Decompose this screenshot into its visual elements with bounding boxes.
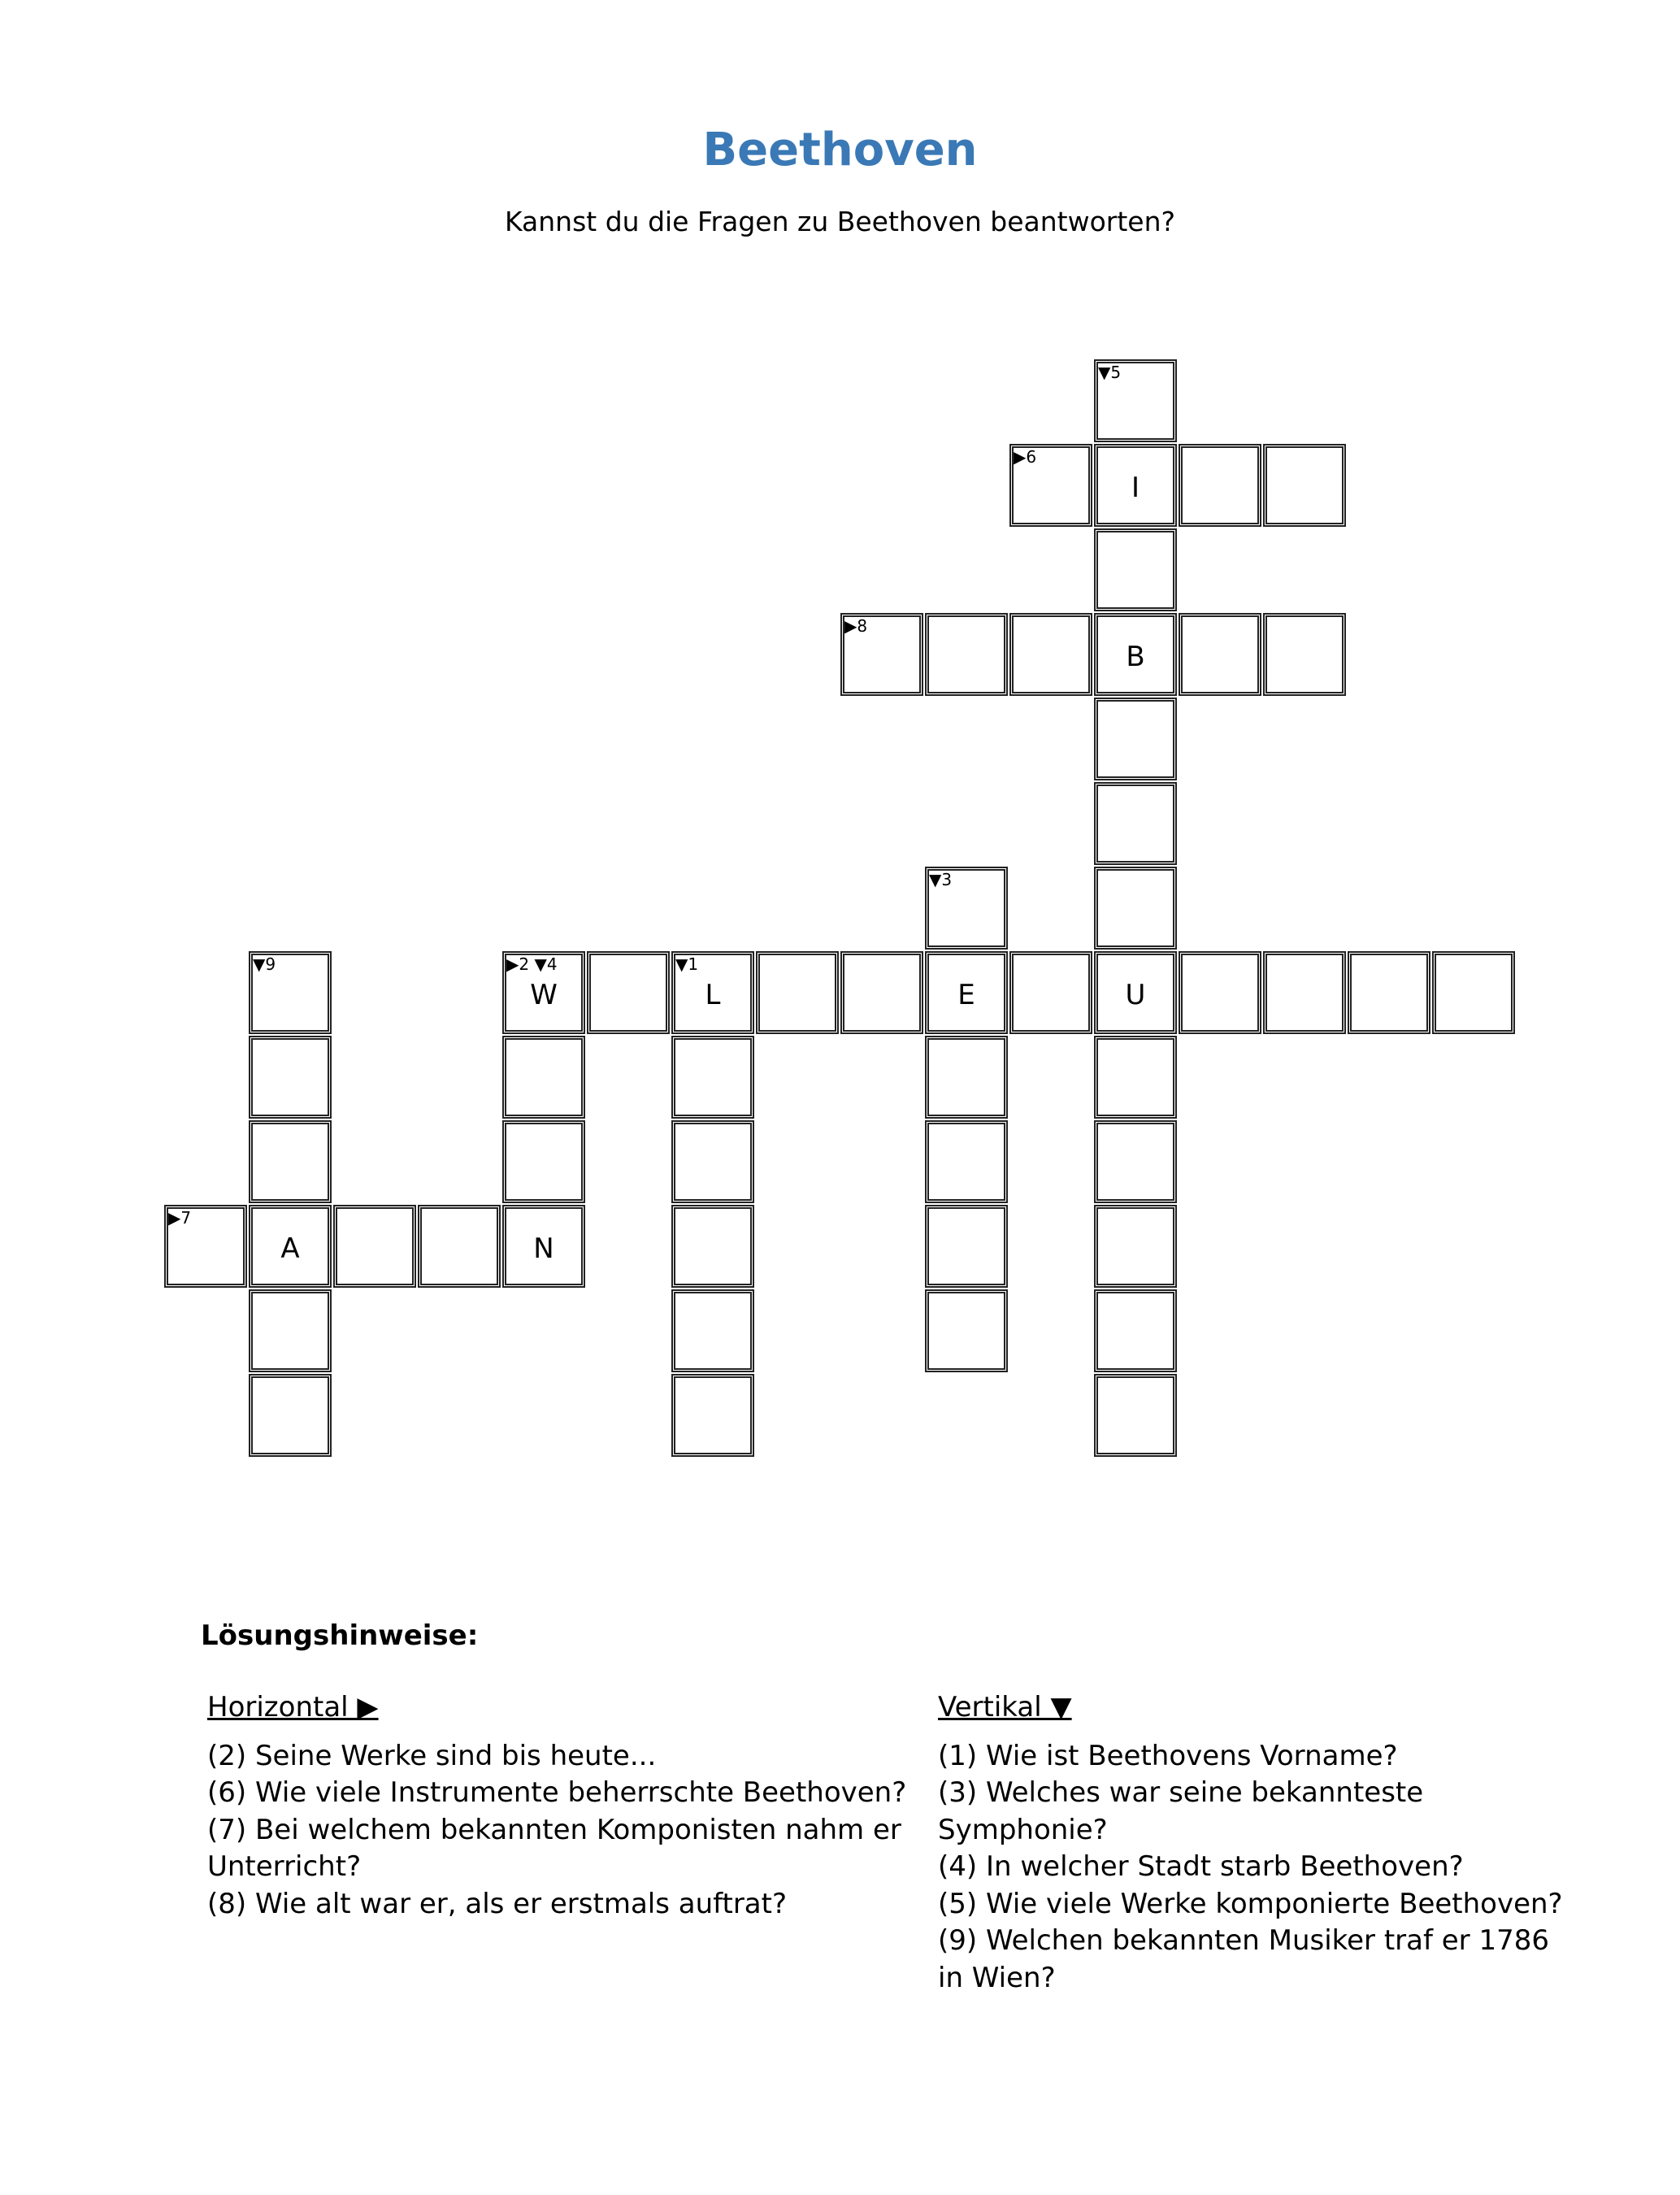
cell-letter: E <box>957 979 975 1011</box>
crossword-cell[interactable] <box>671 1120 754 1203</box>
crossword-cell[interactable] <box>1094 1289 1177 1372</box>
crossword-cell[interactable] <box>840 613 923 696</box>
vertical-clues <box>938 1689 1588 1997</box>
crossword-cell[interactable] <box>756 951 839 1034</box>
crossword-cell[interactable] <box>671 1374 754 1457</box>
cell-letter: U <box>1125 979 1146 1011</box>
clue-number: ▶6 <box>1014 447 1037 467</box>
crossword-cell[interactable] <box>333 1205 416 1288</box>
cell-letter: W <box>530 979 558 1011</box>
cell-letter: I <box>1131 472 1140 504</box>
crossword-cell[interactable] <box>1094 1374 1177 1457</box>
crossword-cell[interactable] <box>1094 528 1177 611</box>
cell-letter: L <box>705 979 721 1011</box>
page-subtitle: Kannst du die Fragen zu Beethoven beantworten? <box>504 206 1176 237</box>
clue-line: (5) Wie viele Werke komponierte Beethoven? <box>938 1887 1563 1920</box>
cell-letter: N <box>533 1232 554 1265</box>
crossword-cell[interactable] <box>1263 613 1346 696</box>
clue-line: (2) Seine Werke sind bis heute... <box>207 1739 657 1772</box>
clue-line: Unterricht? <box>207 1850 362 1883</box>
crossword-cell[interactable] <box>502 1036 585 1119</box>
clue-line: (9) Welchen bekannten Musiker traf er 1786 <box>938 1924 1549 1957</box>
crossword-cell[interactable] <box>925 867 1008 950</box>
cell-letter: B <box>1126 641 1145 673</box>
crossword-cell[interactable] <box>249 951 332 1034</box>
crossword-cell[interactable] <box>249 1205 332 1288</box>
crossword-cell[interactable] <box>671 1036 754 1119</box>
crossword-cell[interactable] <box>1094 359 1177 442</box>
crossword-cell[interactable] <box>1094 867 1177 950</box>
crossword-cell[interactable] <box>1263 951 1346 1034</box>
clue-number: ▼1 <box>675 954 699 974</box>
clue-line: (7) Bei welchem bekannten Komponisten nahm er <box>207 1813 901 1846</box>
crossword-cell[interactable] <box>1094 1205 1177 1288</box>
clue-line: Symphonie? <box>938 1813 1108 1846</box>
crossword-cell[interactable] <box>1094 782 1177 865</box>
clue-line: in Wien? <box>938 1961 1056 1994</box>
clue-number: ▶7 <box>168 1208 192 1228</box>
crossword-cell[interactable] <box>925 951 1008 1034</box>
crossword-cell[interactable] <box>418 1205 501 1288</box>
crossword-cell[interactable] <box>502 1120 585 1203</box>
crossword-cell[interactable] <box>249 1036 332 1119</box>
clue-line: (4) In welcher Stadt starb Beethoven? <box>938 1850 1464 1883</box>
crossword-cell[interactable] <box>925 1289 1008 1372</box>
clue-number: ▼3 <box>929 870 953 889</box>
crossword-cell[interactable] <box>1094 1036 1177 1119</box>
horizontal-clues <box>207 1689 922 1923</box>
crossword-cell[interactable] <box>1094 951 1177 1034</box>
crossword-cell[interactable] <box>1009 444 1092 527</box>
crossword-cell[interactable] <box>925 613 1008 696</box>
clue-number: ▶2 ▼4 <box>506 954 558 974</box>
crossword-cell[interactable] <box>840 951 923 1034</box>
crossword-cell[interactable] <box>587 951 670 1034</box>
page-title: Beethoven <box>702 124 978 176</box>
horizontal-clues-title: Horizontal ▶ <box>207 1691 379 1723</box>
crossword-cell[interactable] <box>925 1120 1008 1203</box>
crossword-cell[interactable] <box>925 1205 1008 1288</box>
crossword-cell[interactable] <box>164 1205 247 1288</box>
clue-line: (6) Wie viele Instrumente beherrschte Beethoven? <box>207 1776 907 1809</box>
crossword-cell[interactable] <box>1094 698 1177 780</box>
crossword-cell[interactable] <box>1009 951 1092 1034</box>
crossword-cell[interactable] <box>671 1205 754 1288</box>
crossword-cell[interactable] <box>1179 444 1261 527</box>
crossword-cell[interactable] <box>925 1036 1008 1119</box>
clue-number: ▼9 <box>253 954 276 974</box>
clue-number: ▶8 <box>844 616 868 636</box>
crossword-cell[interactable] <box>1179 613 1261 696</box>
clue-number: ▼5 <box>1098 363 1122 382</box>
crossword-cell[interactable] <box>671 1289 754 1372</box>
crossword-cell[interactable] <box>1009 613 1092 696</box>
cell-letter: A <box>280 1232 300 1265</box>
crossword-cell[interactable] <box>249 1120 332 1203</box>
clue-line: (1) Wie ist Beethovens Vorname? <box>938 1739 1398 1772</box>
crossword-cell[interactable] <box>671 951 754 1034</box>
crossword-cell[interactable] <box>1348 951 1430 1034</box>
clues-heading: Lösungshinweise: <box>201 1619 479 1652</box>
crossword-cell[interactable] <box>1094 444 1177 527</box>
crossword-cell[interactable] <box>249 1289 332 1372</box>
vertical-clues-title: Vertikal ▼ <box>938 1691 1072 1723</box>
crossword-cell[interactable] <box>1263 444 1346 527</box>
clue-line: (3) Welches war seine bekannteste <box>938 1776 1424 1809</box>
crossword-cell[interactable] <box>1432 951 1515 1034</box>
crossword-cell[interactable] <box>502 1205 585 1288</box>
crossword-cell[interactable] <box>1094 1120 1177 1203</box>
crossword-cell[interactable] <box>1094 613 1177 696</box>
crossword-cell[interactable] <box>1179 951 1261 1034</box>
crossword-cell[interactable] <box>249 1374 332 1457</box>
clue-line: (8) Wie alt war er, als er erstmals auftrat? <box>207 1887 788 1920</box>
crossword-cell[interactable] <box>502 951 585 1034</box>
